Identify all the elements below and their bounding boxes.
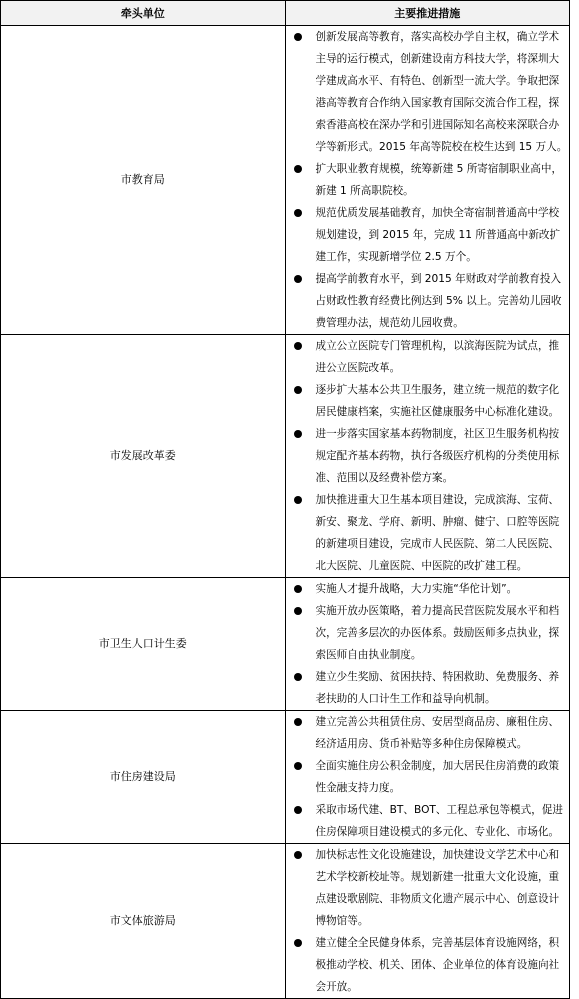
bullet-icon xyxy=(294,585,302,593)
measures-cell xyxy=(285,578,570,711)
measure-text: 扩大职业教育规模，统筹新建 5 所寄宿制职业高中，新建 1 所高职院校。 xyxy=(315,163,563,197)
list-item xyxy=(286,844,570,932)
measure-list xyxy=(286,26,570,334)
list-item xyxy=(286,578,570,600)
list-item xyxy=(286,755,570,799)
measure-text: 建立健全全民健身体系，完善基层体育设施网络，积极推动学校、机关、团体、企业单位的体育设施向社会开放。 xyxy=(315,937,560,993)
measure-list xyxy=(286,711,570,843)
list-item xyxy=(286,335,570,379)
bullet-icon xyxy=(294,209,302,217)
measure-text: 规范优质发展基础教育，加快全寄宿制普通高中学校规划建设，到 2015 年，完成 11 所普通高中新改扩建工作，实现新增学位 2.5 万个。 xyxy=(315,207,561,263)
measure-list xyxy=(286,578,570,710)
bullet-icon xyxy=(294,762,302,770)
measure-text: 创新发展高等教育，落实高校办学自主权，确立学术主导的运行模式，创新建设南方科技大学，将深圳大学建成高水平、有特色、创新型一流大学。争取把深港高等教育合作纳入国家教育国际交流合作工程，探索香港高校在深办学和引进国际知名高校来深联合办学等新形式。2015 年高等院校在校生达到 15 万人。 xyxy=(315,31,568,153)
measures-cell xyxy=(285,335,570,578)
header-lead-unit: 牵头单位 xyxy=(1,1,286,26)
table-row xyxy=(1,844,570,999)
measure-text: 建立少生奖励、贫困扶持、特困救助、免费服务、养老扶助的人口计生工作和益导向机制。 xyxy=(315,671,560,705)
list-item xyxy=(286,379,570,423)
bullet-icon xyxy=(294,386,302,394)
list-item xyxy=(286,158,570,202)
list-item xyxy=(286,799,570,843)
bullet-icon xyxy=(294,496,302,504)
table-header-row xyxy=(1,1,570,26)
measure-text: 全面实施住房公积金制度，加大居民住房消费的政策性金融支持力度。 xyxy=(315,760,560,794)
list-item xyxy=(286,711,570,755)
list-item xyxy=(286,489,570,577)
measure-text: 加快标志性文化设施建设，加快建设文学艺术中心和艺术学校新校址等。规划新建一批重大文化设施，重点建设歌剧院、非物质文化遗产展示中心、创意设计博物馆等。 xyxy=(315,849,560,927)
measure-text: 逐步扩大基本公共卫生服务，建立统一规范的数字化居民健康档案，实施社区健康服务中心标准化建设。 xyxy=(315,384,560,418)
table-row xyxy=(1,335,570,578)
measure-text: 采取市场代建、BT、BOT、工程总承包等模式，促进住房保障项目建设模式的多元化、专业化、市场化。 xyxy=(315,804,564,838)
list-item xyxy=(286,666,570,710)
bullet-icon xyxy=(294,607,302,615)
measure-text: 实施开放办医策略，着力提高民营医院发展水平和档次，完善多层次的办医体系。鼓励医师多点执业，探索医师自由执业制度。 xyxy=(315,605,560,661)
measure-text: 实施人才提升战略，大力实施“华佗计划”。 xyxy=(315,583,518,595)
bullet-icon xyxy=(294,718,302,726)
measure-list xyxy=(286,335,570,577)
list-item xyxy=(286,26,570,158)
bullet-icon xyxy=(294,673,302,681)
bullet-icon xyxy=(294,275,302,283)
lead-unit-cell: 市发展改革委 xyxy=(1,335,286,578)
lead-unit-cell: 市住房建设局 xyxy=(1,711,286,844)
lead-unit-cell: 市文体旅游局 xyxy=(1,844,286,999)
measure-text: 提高学前教育水平，到 2015 年财政对学前教育投入占财政性教育经费比例达到 5% 以上。完善幼儿园收费管理办法，规范幼儿园收费。 xyxy=(315,273,562,329)
lead-unit-cell: 市教育局 xyxy=(1,26,286,335)
bullet-icon xyxy=(294,851,302,859)
measure-text: 建立完善公共租赁住房、安居型商品房、廉租住房、经济适用房、货币补贴等多种住房保障模式。 xyxy=(315,716,560,750)
bullet-icon xyxy=(294,430,302,438)
lead-unit-cell: 市卫生人口计生委 xyxy=(1,578,286,711)
measure-list xyxy=(286,844,570,998)
measures-cell xyxy=(285,711,570,844)
bullet-icon xyxy=(294,33,302,41)
table-row xyxy=(1,578,570,711)
bullet-icon xyxy=(294,165,302,173)
list-item xyxy=(286,932,570,998)
table-row xyxy=(1,26,570,335)
list-item xyxy=(286,600,570,666)
measure-text: 进一步落实国家基本药物制度，社区卫生服务机构按规定配齐基本药物，执行各级医疗机构的分类使用标准、范围以及经费补偿方案。 xyxy=(315,428,560,484)
header-main-measures: 主要推进措施 xyxy=(285,1,570,26)
measures-cell xyxy=(285,26,570,335)
bullet-icon xyxy=(294,806,302,814)
list-item xyxy=(286,268,570,334)
measure-text: 成立公立医院专门管理机构，以滨海医院为试点，推进公立医院改革。 xyxy=(315,340,560,374)
bullet-icon xyxy=(294,342,302,350)
measure-text: 加快推进重大卫生基本项目建设，完成滨海、宝荷、新安、聚龙、学府、新明、肿瘤、健宁、口腔等医院的新建项目建设，完成市人民医院、第二人民医院、北大医院、儿童医院、中医院的改扩建工程。 xyxy=(315,494,560,572)
list-item xyxy=(286,423,570,489)
bullet-icon xyxy=(294,939,302,947)
measures-cell xyxy=(285,844,570,999)
table-row xyxy=(1,711,570,844)
list-item xyxy=(286,202,570,268)
